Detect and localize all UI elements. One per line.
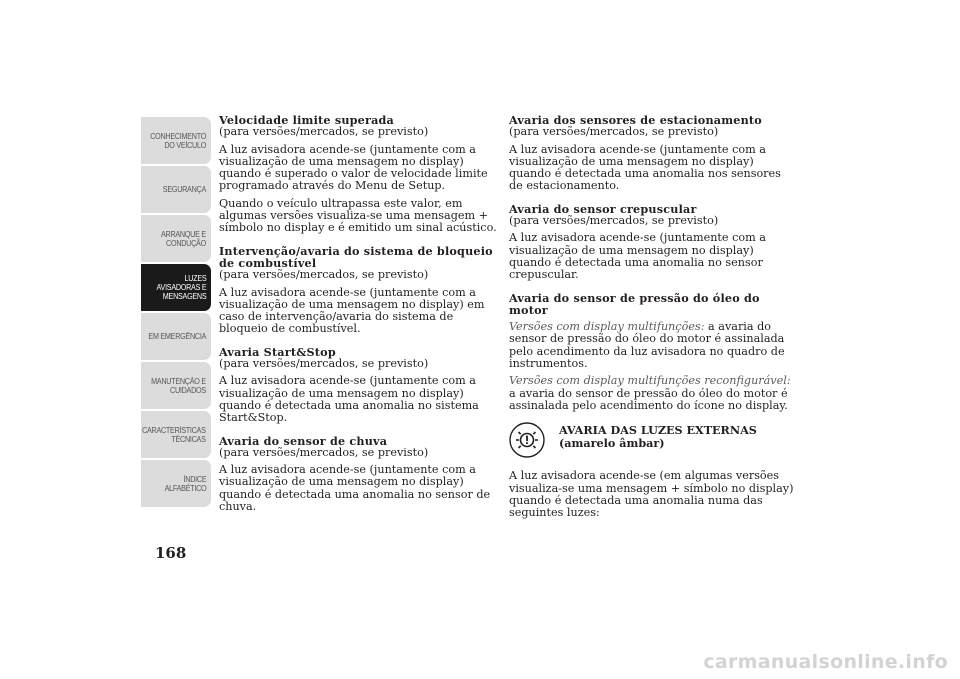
paragraph: A luz avisadora acende-se (juntamente com a visualização de uma mensagem no display) quando é detectada uma anomalia no sistema Start&Stop. — [219, 374, 479, 425]
tab-label: MANUTENÇÃO E CUIDADOS — [151, 376, 206, 395]
section-heading: Avaria dos sensores de estacionamento — [509, 113, 762, 127]
chapter-tabs — [141, 117, 211, 509]
section-heading: Avaria Start&Stop — [219, 344, 336, 359]
section-note: (para versões/mercados, se previsto) — [219, 125, 429, 139]
tab-caracteristicas-tecnicas[interactable] — [141, 411, 211, 458]
tab-label: LUZES AVISADORAS E MENSAGENS — [156, 274, 206, 301]
warning-exterior-lights — [509, 422, 794, 458]
section-heading-line: de combustível — [219, 255, 317, 270]
warning-subtitle: (amarelo âmbar) — [559, 435, 665, 450]
warning-title — [559, 422, 757, 449]
section-fuel-cutoff — [219, 245, 504, 336]
section-parking-sensors — [509, 114, 794, 193]
paragraph: A luz avisadora acende-se (em algumas versões visualiza-se uma mensagem + símbolo no display) quando é detectada uma anomalia numa das seguintes luzes: — [509, 469, 794, 520]
tab-label: ARRANQUE E CONDUÇÃO — [161, 229, 206, 248]
tab-arranque-e-conducao[interactable] — [141, 215, 211, 262]
tab-manutencao-e-cuidados[interactable] — [141, 362, 211, 409]
tab-luzes-avisadoras[interactable] — [141, 264, 211, 311]
left-column — [219, 114, 504, 523]
section-heading: Avaria do sensor de chuva — [219, 433, 388, 448]
tab-conhecimento-do-veiculo[interactable] — [141, 117, 211, 164]
tab-em-emergencia[interactable] — [141, 313, 211, 360]
section-start-stop — [219, 346, 504, 425]
tab-label: EM EMERGÊNCIA — [148, 332, 206, 341]
tab-seguranca[interactable] — [141, 166, 211, 213]
section-note: (para versões/mercados, se previsto) — [509, 214, 719, 228]
paragraph-text: a avaria do sensor de pressão do óleo do motor é assinalada pelo acendimento do ícone no display. — [509, 386, 788, 412]
section-rain-sensor — [219, 435, 504, 514]
page-number: 168 — [155, 544, 187, 562]
section-note: (para versões/mercados, se previsto) — [219, 357, 429, 371]
paragraph: A luz avisadora acende-se (juntamente com a visualização de uma mensagem no display) quando é detectada uma anomalia no sensor crepuscular. — [509, 231, 766, 282]
tab-label: CARACTERÍSTICAS TÉCNICAS — [142, 425, 206, 444]
section-heading — [219, 245, 504, 270]
section-heading: Avaria do sensor crepuscular — [509, 201, 697, 216]
paragraph: A luz avisadora acende-se (juntamente com a visualização de uma mensagem no display) quando é detectada uma anomalia nos sensores de estacionamento. — [509, 142, 781, 193]
tab-label: CONHECIMENTO DO VEÍCULO — [150, 131, 206, 150]
tab-label: ÍNDICE ALFABÉTICO — [164, 474, 206, 493]
warning-title-line: AVARIA DAS LUZES EXTERNAS — [559, 423, 757, 438]
tab-label: SEGURANÇA — [162, 185, 206, 194]
paragraph: A luz avisadora acende-se (juntamente com a visualização de uma mensagem no display) quando é superado o valor de velocidade limite programado através do Menu de Setup. — [219, 142, 488, 193]
italic-lead: Versões com display multifunções reconfigurável: — [509, 374, 791, 388]
paragraph-text: a avaria do sensor de pressão do óleo do motor é assinalada pelo acendimento da luz avisadora no quadro de instrumentos. — [509, 320, 785, 371]
section-note: (para versões/mercados, se previsto) — [509, 125, 719, 139]
italic-lead: Versões com display multifunções: — [509, 320, 705, 334]
paragraph: A luz avisadora acende-se (juntamente com a visualização de uma mensagem no display) quando é detectada uma anomalia no sensor de chuva. — [219, 463, 491, 514]
right-column — [509, 114, 794, 529]
tab-indice-alfabetico[interactable] — [141, 460, 211, 507]
section-note: (para versões/mercados, se previsto) — [219, 445, 429, 459]
section-oil-pressure-sensor — [509, 292, 794, 413]
watermark: carmanualsonline.info — [703, 651, 948, 673]
section-dusk-sensor — [509, 203, 794, 282]
section-speed-limit — [219, 114, 504, 235]
section-heading: Velocidade limite superada — [219, 113, 395, 127]
exterior-light-failure-icon — [509, 422, 545, 458]
paragraph: A luz avisadora acende-se (juntamente com a visualização de uma mensagem no display) em caso de intervenção/avaria do sistema de bloqueio de combustível. — [219, 285, 485, 336]
section-note: (para versões/mercados, se previsto) — [219, 268, 429, 282]
paragraph — [509, 321, 794, 370]
section-heading: Avaria do sensor de pressão do óleo do motor — [509, 290, 760, 317]
paragraph — [509, 375, 794, 412]
section-heading-line: Intervenção/avaria do sistema de bloqueio — [219, 243, 493, 258]
section-exterior-lights-text — [509, 470, 794, 519]
paragraph: Quando o veículo ultrapassa este valor, em algumas versões visualiza-se uma mensagem + símbolo no display e é emitido um sinal acústico. — [219, 196, 497, 235]
